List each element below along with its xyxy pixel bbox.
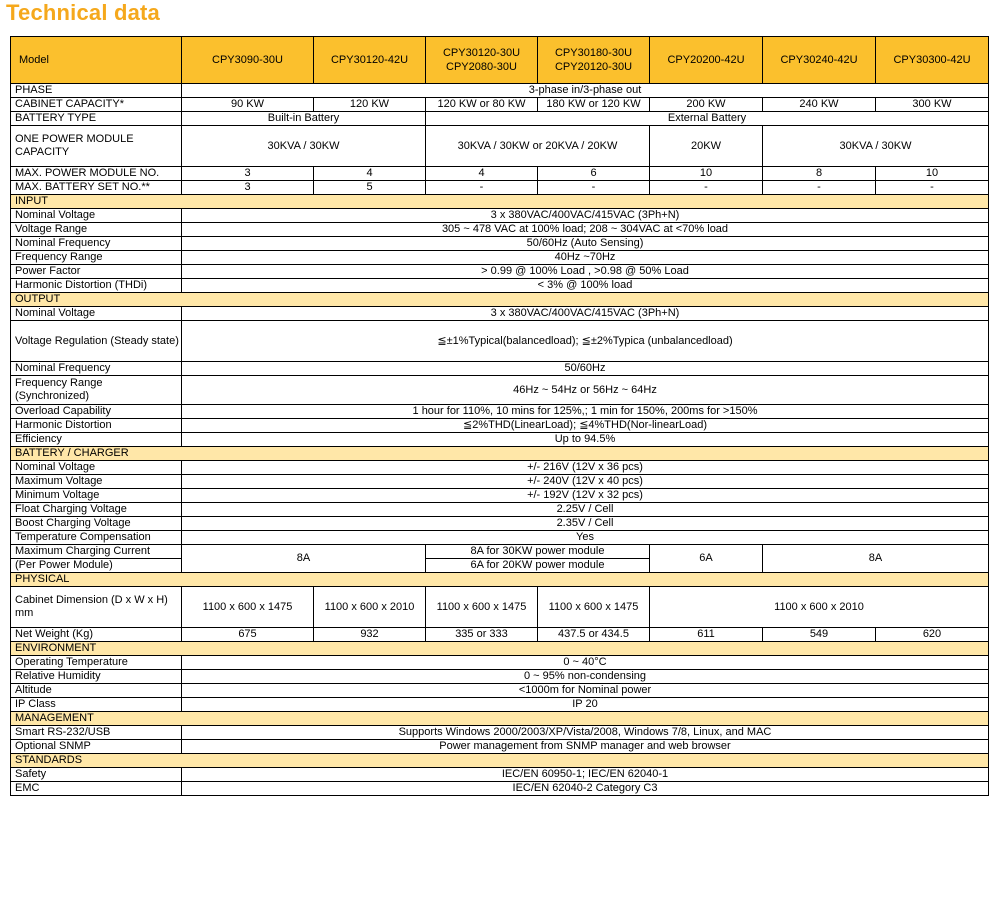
section-title: STANDARDS (11, 754, 989, 768)
row-value: IEC/EN 62040-2 Category C3 (182, 782, 989, 796)
table-row (11, 84, 989, 98)
row-label: EMC (11, 782, 182, 796)
table-row (11, 656, 989, 670)
table-row (11, 279, 989, 293)
cell-value: - (650, 181, 763, 195)
cell-value: 6 (538, 167, 650, 181)
table-row (11, 545, 989, 559)
row-value: 2.25V / Cell (182, 503, 989, 517)
model-name: CPY3090-30U (182, 37, 314, 84)
cell-value: 8A for 30KW power module (426, 545, 650, 559)
row-label: Smart RS-232/USB (11, 726, 182, 740)
cell-value: 5 (314, 181, 426, 195)
row-label: Nominal Frequency (11, 237, 182, 251)
cell-value: 611 (650, 628, 763, 642)
row-value: 0 ~ 95% non-condensing (182, 670, 989, 684)
cell-value: 10 (876, 167, 989, 181)
row-label: Nominal Voltage (11, 307, 182, 321)
table-row (11, 251, 989, 265)
table-row (11, 531, 989, 545)
table-row (11, 475, 989, 489)
table-row (11, 321, 989, 362)
table-row (11, 503, 989, 517)
table-row (11, 307, 989, 321)
section-header-management (11, 712, 989, 726)
row-value: 3 x 380VAC/400VAC/415VAC (3Ph+N) (182, 209, 989, 223)
row-label: (Per Power Module) (11, 559, 182, 573)
row-label: Boost Charging Voltage (11, 517, 182, 531)
cell-value: 30KVA / 30KW (182, 126, 426, 167)
table-row (11, 726, 989, 740)
row-value: 46Hz ~ 54Hz or 56Hz ~ 64Hz (182, 376, 989, 405)
cell-value: 6A for 20KW power module (426, 559, 650, 573)
section-title: ENVIRONMENT (11, 642, 989, 656)
cell-value: 335 or 333 (426, 628, 538, 642)
row-label: Float Charging Voltage (11, 503, 182, 517)
table-row (11, 517, 989, 531)
cell-value: 4 (426, 167, 538, 181)
row-label: ONE POWER MODULE CAPACITY (11, 126, 182, 167)
row-value: ≦±1%Typical(balancedload); ≦±2%Typica (unbalancedload) (182, 321, 989, 362)
section-header-input (11, 195, 989, 209)
row-value: 50/60Hz (Auto Sensing) (182, 237, 989, 251)
cell-value: 8 (763, 167, 876, 181)
cell-value: 549 (763, 628, 876, 642)
row-label: Overload Capability (11, 405, 182, 419)
section-title: BATTERY / CHARGER (11, 447, 989, 461)
table-row (11, 362, 989, 376)
model-name: CPY30120-42U (314, 37, 426, 84)
row-label: BATTERY TYPE (11, 112, 182, 126)
cell-value: - (876, 181, 989, 195)
row-label: Maximum Charging Current (11, 545, 182, 559)
row-label: Voltage Range (11, 223, 182, 237)
table-row (11, 376, 989, 405)
cell-value: 675 (182, 628, 314, 642)
row-value: 2.35V / Cell (182, 517, 989, 531)
row-label: Relative Humidity (11, 670, 182, 684)
cell-value: 30KVA / 30KW (763, 126, 989, 167)
table-row (11, 419, 989, 433)
cell-value: 30KVA / 30KW or 20KVA / 20KW (426, 126, 650, 167)
row-value: IEC/EN 60950-1; IEC/EN 62040-1 (182, 768, 989, 782)
cell-value: - (763, 181, 876, 195)
table-row (11, 405, 989, 419)
row-value: 305 ~ 478 VAC at 100% load; 208 ~ 304VAC at <70% load (182, 223, 989, 237)
model-name: CPY20200-42U (650, 37, 763, 84)
table-row (11, 782, 989, 796)
row-label: Nominal Frequency (11, 362, 182, 376)
table-row (11, 461, 989, 475)
cell-value: 8A (763, 545, 989, 573)
table-row (11, 489, 989, 503)
page-title: Technical data (6, 0, 160, 25)
cell-value: 437.5 or 434.5 (538, 628, 650, 642)
section-title: MANAGEMENT (11, 712, 989, 726)
cell-value: 200 KW (650, 98, 763, 112)
cell-value: 180 KW or 120 KW (538, 98, 650, 112)
table-row (11, 670, 989, 684)
section-header-standards (11, 754, 989, 768)
row-label: Power Factor (11, 265, 182, 279)
cell-value: 300 KW (876, 98, 989, 112)
row-label: Altitude (11, 684, 182, 698)
cell-value: 20KW (650, 126, 763, 167)
row-label: Safety (11, 768, 182, 782)
row-value: Yes (182, 531, 989, 545)
section-header-physical (11, 573, 989, 587)
cell-value: - (426, 181, 538, 195)
table-row (11, 181, 989, 195)
row-label: Harmonic Distortion (11, 419, 182, 433)
row-value: ≦2%THD(LinearLoad); ≦4%THD(Nor-linearLoad) (182, 419, 989, 433)
row-label: MAX. POWER MODULE NO. (11, 167, 182, 181)
row-value: Up to 94.5% (182, 433, 989, 447)
section-header-output (11, 293, 989, 307)
model-name: CPY30240-42U (763, 37, 876, 84)
row-label: Efficiency (11, 433, 182, 447)
table-row (11, 223, 989, 237)
cell-value: 932 (314, 628, 426, 642)
cell-value: 120 KW or 80 KW (426, 98, 538, 112)
technical-data-table (10, 36, 989, 796)
row-value: +/- 216V (12V x 36 pcs) (182, 461, 989, 475)
section-header-environment (11, 642, 989, 656)
cell-value: 6A (650, 545, 763, 573)
cell-value: 240 KW (763, 98, 876, 112)
table-row (11, 265, 989, 279)
cell-value: 1100 x 600 x 1475 (538, 587, 650, 628)
model-name: CPY30120-30U CPY2080-30U (426, 37, 538, 84)
row-label: Optional SNMP (11, 740, 182, 754)
cell-value: 620 (876, 628, 989, 642)
table-row (11, 740, 989, 754)
cell-value: 1100 x 600 x 1475 (182, 587, 314, 628)
section-header-battery (11, 447, 989, 461)
row-value: +/- 240V (12V x 40 pcs) (182, 475, 989, 489)
row-label: Nominal Voltage (11, 461, 182, 475)
row-label: Nominal Voltage (11, 209, 182, 223)
row-label: Harmonic Distortion (THDi) (11, 279, 182, 293)
row-value: Power management from SNMP manager and web browser (182, 740, 989, 754)
row-value: 0 ~ 40°C (182, 656, 989, 670)
row-value: > 0.99 @ 100% Load , >0.98 @ 50% Load (182, 265, 989, 279)
cell-value: Built-in Battery (182, 112, 426, 126)
row-value: 40Hz ~70Hz (182, 251, 989, 265)
row-value: 50/60Hz (182, 362, 989, 376)
cell-value: 4 (314, 167, 426, 181)
header-row (11, 37, 989, 84)
table-row (11, 698, 989, 712)
cell-value: 10 (650, 167, 763, 181)
row-label: Voltage Regulation (Steady state) (11, 321, 182, 362)
cell-value: 120 KW (314, 98, 426, 112)
row-value: Supports Windows 2000/2003/XP/Vista/2008, Windows 7/8, Linux, and MAC (182, 726, 989, 740)
row-value: 3-phase in/3-phase out (182, 84, 989, 98)
cell-value: 1100 x 600 x 2010 (314, 587, 426, 628)
table-row (11, 768, 989, 782)
cell-value: 1100 x 600 x 1475 (426, 587, 538, 628)
model-name: CPY30180-30U CPY20120-30U (538, 37, 650, 84)
section-title: INPUT (11, 195, 989, 209)
model-label: Model (11, 37, 182, 84)
row-label: Temperature Compensation (11, 531, 182, 545)
row-label: Maximum Voltage (11, 475, 182, 489)
row-label: Frequency Range (11, 251, 182, 265)
table-row (11, 209, 989, 223)
row-value: < 3% @ 100% load (182, 279, 989, 293)
model-name: CPY30300-42U (876, 37, 989, 84)
cell-value: - (538, 181, 650, 195)
row-value: 1 hour for 110%, 10 mins for 125%,; 1 min for 150%, 200ms for >150% (182, 405, 989, 419)
row-value: +/- 192V (12V x 32 pcs) (182, 489, 989, 503)
row-label: Net Weight (Kg) (11, 628, 182, 642)
cell-value: 3 (182, 167, 314, 181)
row-value: <1000m for Nominal power (182, 684, 989, 698)
row-label: Minimum Voltage (11, 489, 182, 503)
cell-value: 3 (182, 181, 314, 195)
row-label: MAX. BATTERY SET NO.** (11, 181, 182, 195)
table-row (11, 237, 989, 251)
section-title: OUTPUT (11, 293, 989, 307)
table-row (11, 112, 989, 126)
table-row (11, 628, 989, 642)
row-value: IP 20 (182, 698, 989, 712)
table-row (11, 684, 989, 698)
row-label: CABINET CAPACITY* (11, 98, 182, 112)
cell-value: 90 KW (182, 98, 314, 112)
row-label: Cabinet Dimension (D x W x H) mm (11, 587, 182, 628)
cell-value: 8A (182, 545, 426, 573)
table-row (11, 98, 989, 112)
table-row (11, 587, 989, 628)
table-row (11, 167, 989, 181)
cell-value: 1100 x 600 x 2010 (650, 587, 989, 628)
row-label: IP Class (11, 698, 182, 712)
row-label: PHASE (11, 84, 182, 98)
cell-value: External Battery (426, 112, 989, 126)
row-label: Frequency Range (Synchronized) (11, 376, 182, 405)
section-title: PHYSICAL (11, 573, 989, 587)
row-label: Operating Temperature (11, 656, 182, 670)
row-value: 3 x 380VAC/400VAC/415VAC (3Ph+N) (182, 307, 989, 321)
table-row (11, 433, 989, 447)
table-row (11, 126, 989, 167)
